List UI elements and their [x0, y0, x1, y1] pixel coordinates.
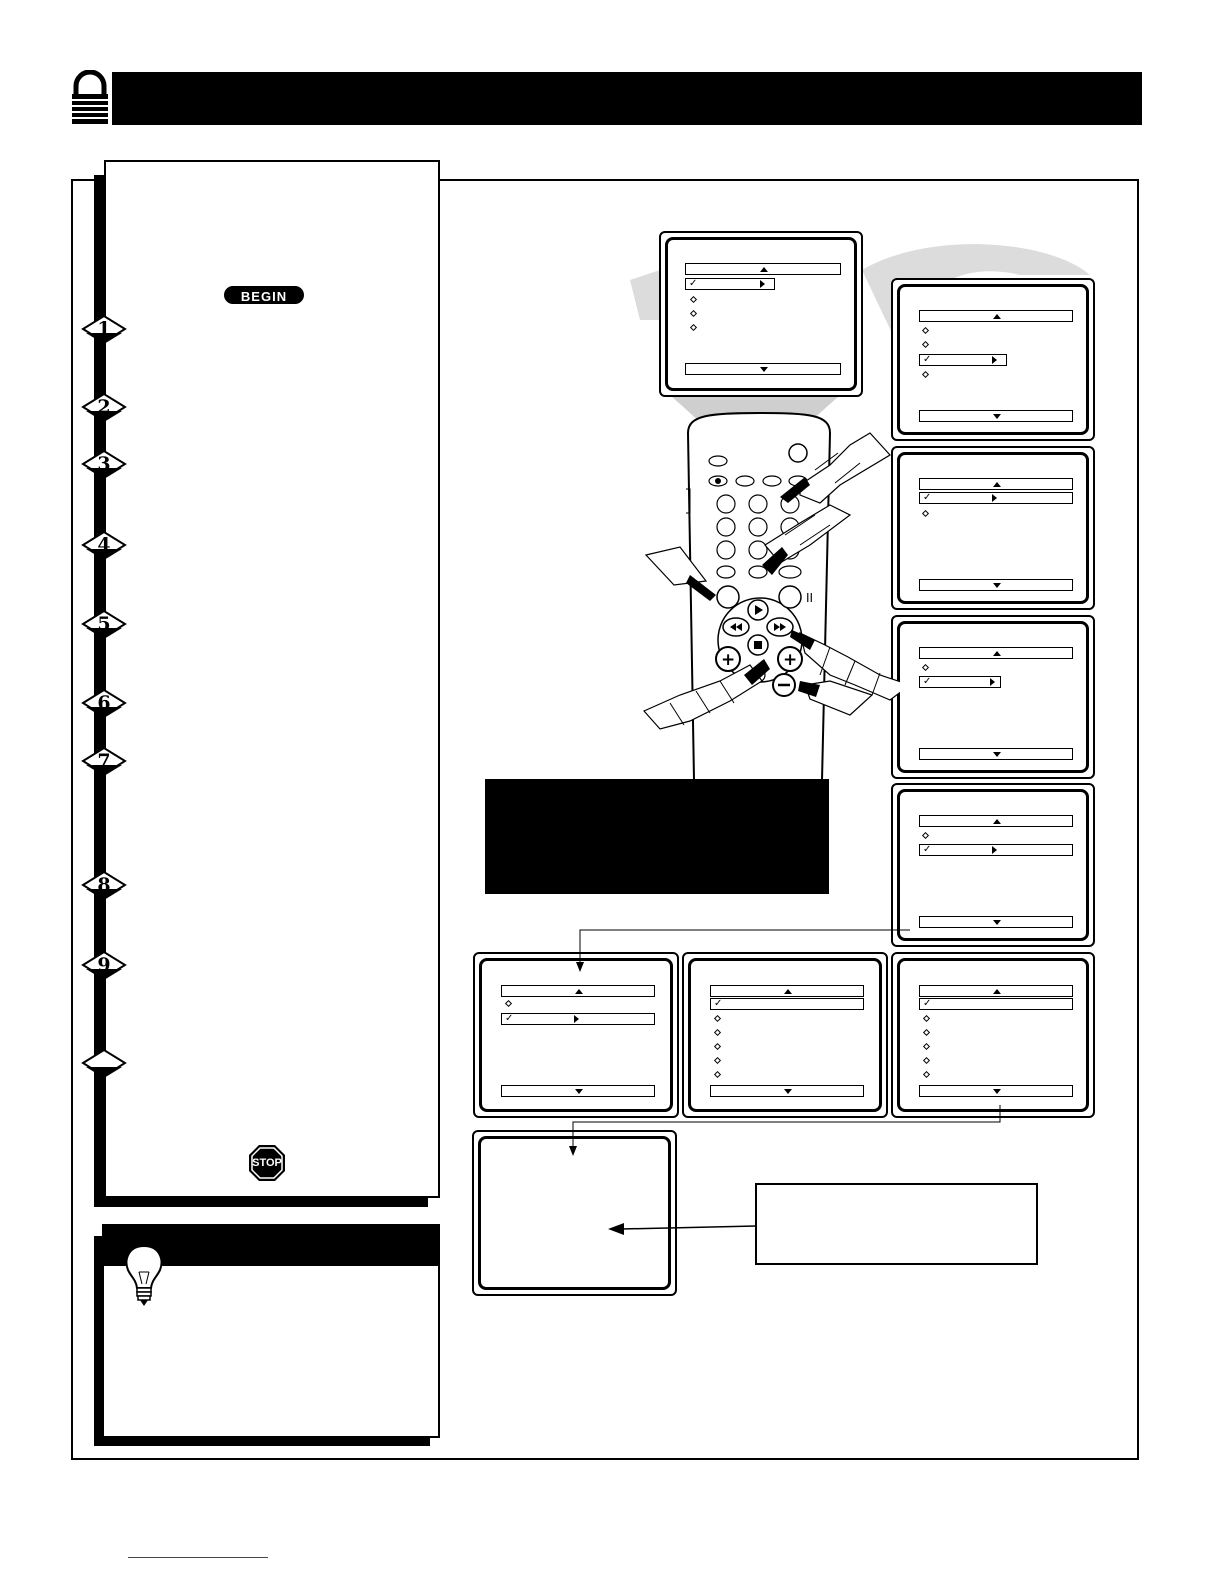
- step-number: 4: [97, 534, 111, 556]
- remote-control-icon: [640, 385, 900, 780]
- step-4-marker: [80, 530, 128, 560]
- step-number: 1: [97, 318, 111, 340]
- tv-screen-main-menu: [659, 231, 863, 397]
- stop-label: STOP: [252, 1157, 282, 1169]
- instructions-panel: [104, 160, 440, 1198]
- tv-screen-bottom-1: ✓: [473, 952, 679, 1118]
- step-number: 2: [97, 396, 111, 418]
- tv-screen-right-2: ✓: [891, 446, 1095, 610]
- step-2-marker: [80, 392, 128, 422]
- step-number: 9: [97, 954, 111, 976]
- step-1-marker: [80, 314, 128, 344]
- lock-icon: [70, 70, 110, 126]
- step-3-marker: [80, 449, 128, 479]
- step-6-marker: [80, 688, 128, 718]
- stop-sign-icon: [248, 1144, 286, 1182]
- menu-top-bar: [685, 263, 841, 275]
- step-number: 3: [97, 453, 111, 475]
- svg-text:+: +: [783, 650, 798, 670]
- tv-screen-final: [472, 1130, 677, 1296]
- tv-screen-right-3: ✓: [891, 615, 1095, 779]
- light-bulb-icon: [106, 1226, 186, 1316]
- step-number: 8: [97, 874, 111, 896]
- footer-link-underline[interactable]: [128, 1557, 268, 1558]
- menu-bottom-bar: [685, 363, 841, 375]
- tv-screen-bottom-2: ✓: [682, 952, 888, 1118]
- step-number: 7: [97, 750, 111, 772]
- title-bar: [112, 72, 1142, 125]
- step-7-marker: [80, 746, 128, 776]
- svg-text:+: +: [721, 650, 736, 670]
- menu-selected-item: ✓: [685, 278, 775, 290]
- step-10-marker: [80, 1048, 128, 1078]
- tv-screen-bottom-3: ✓: [891, 952, 1095, 1118]
- tv-screen-right-1: ✓: [891, 278, 1095, 441]
- begin-badge-icon: BEGIN: [224, 286, 304, 304]
- caption-box: [485, 779, 829, 894]
- tv-screen-right-4: ✓: [891, 783, 1095, 947]
- step-5-marker: [80, 609, 128, 639]
- step-8-marker: [80, 870, 128, 900]
- step-9-marker: [80, 950, 128, 980]
- step-number: 6: [97, 692, 111, 714]
- step-number: 5: [97, 613, 111, 635]
- svg-text:II: II: [806, 591, 814, 605]
- note-box: [755, 1183, 1038, 1265]
